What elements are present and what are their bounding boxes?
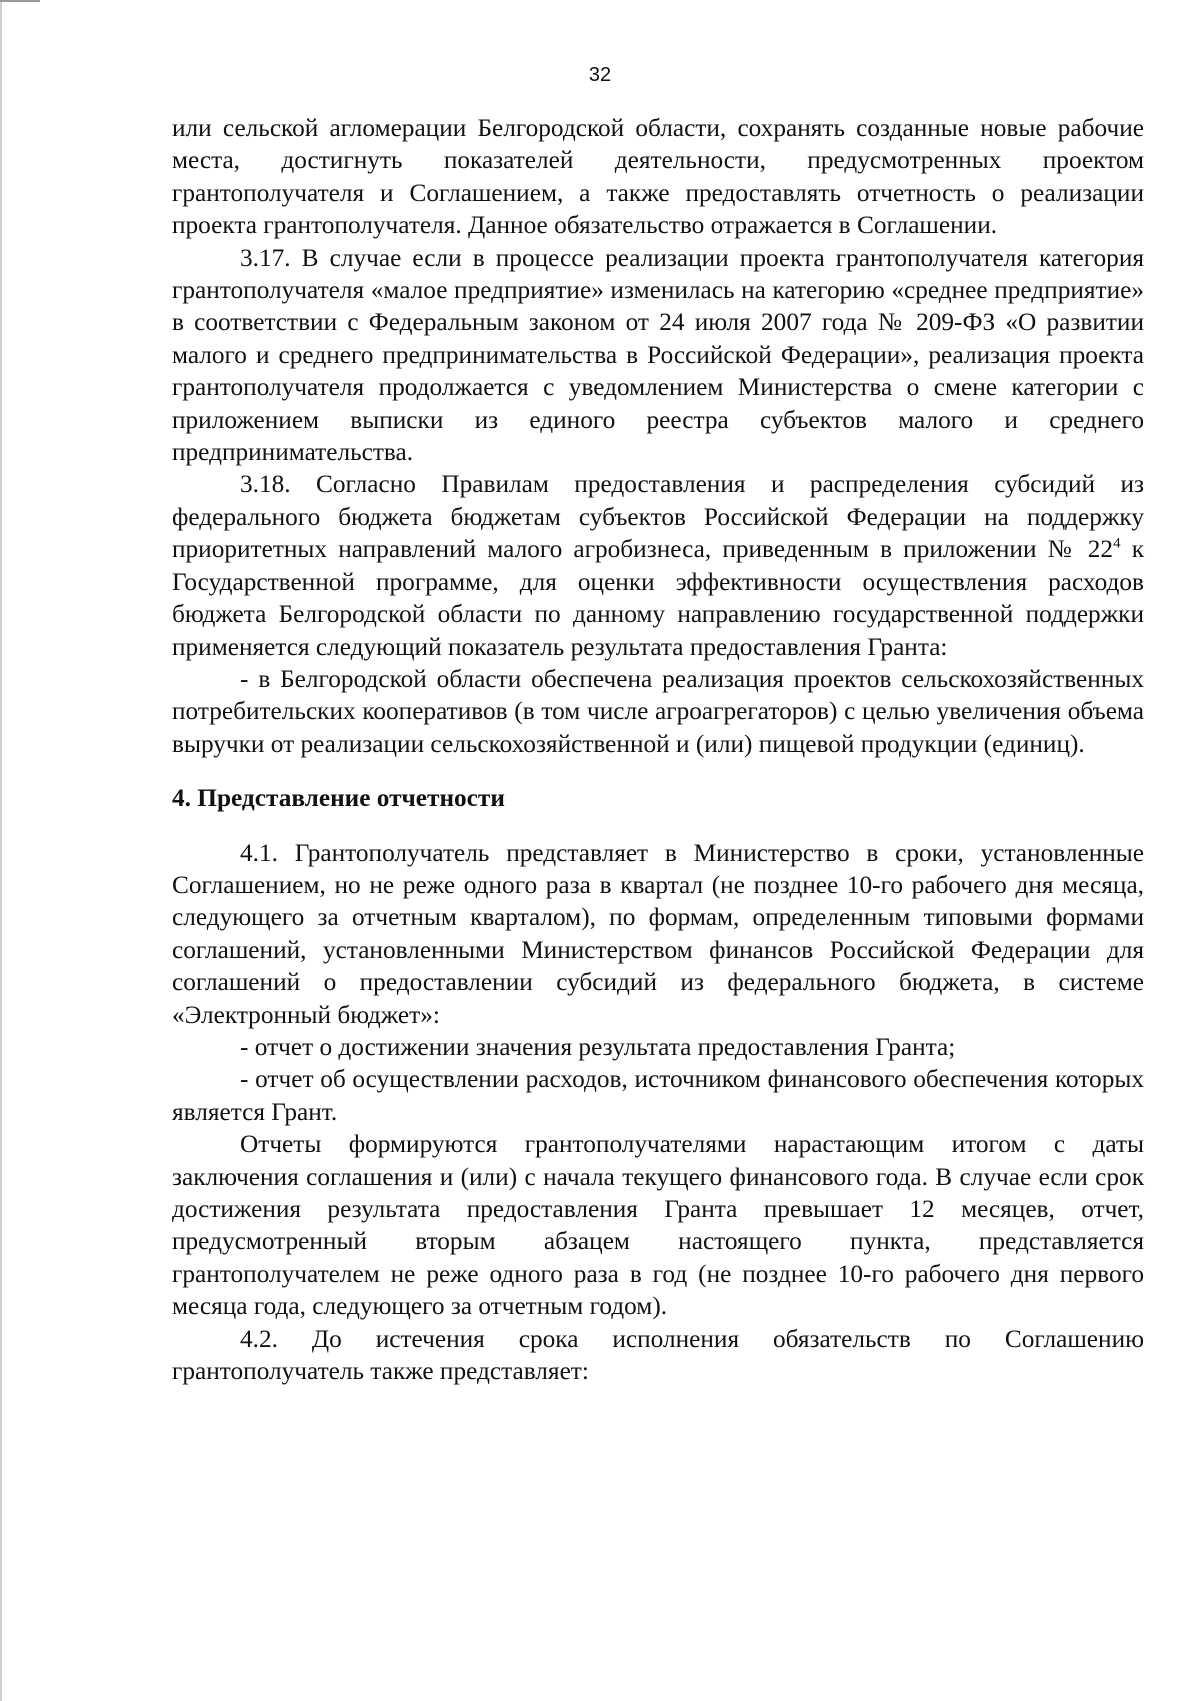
- scan-top-edge: [0, 0, 40, 2]
- paragraph-4-1: 4.1. Грантополучатель представляет в Министерство в сроки, установленные Соглашением, но не реже одного раза в квартал (не позднее 10-го рабочего дня месяца, следующего за отчетным кварталом), по формам, определенным типовыми формами соглашений, установленными Министерством финансов Российской Федерации для соглашений о предоставлении субсидий из федерального бюджета, в системе «Электронный бюджет»:: [172, 838, 1144, 1029]
- list-item-report-expenses: - отчет об осуществлении расходов, источником финансового обеспечения которых является Грант.: [172, 1065, 1144, 1126]
- paragraph-4-2: 4.2. До истечения срока исполнения обязательств по Соглашению грантополучатель также представляет:: [172, 1324, 1144, 1386]
- scan-left-edge: [0, 0, 2, 1701]
- paragraph-3-18-text-a: 3.18. Согласно Правилам предоставления и распределения субсидий из федерального бюджета бюджетам субъектов Российской Федерации на поддержку приоритетных направлений малого агробизнеса, приведенным в приложении № 22: [172, 470, 1144, 564]
- section-heading: 4. Представление отчетности: [172, 784, 505, 813]
- footnote-superscript: 4: [1113, 535, 1121, 552]
- paragraph-3-18: [172, 468, 1144, 662]
- paragraph-3-18-text-b: к Государственной программе, для оценки эффективности осуществления расходов бюджета Белгородской области по данному направлению государственной поддержки применяется следующий показатель результата предоставления Гранта:: [172, 535, 1144, 661]
- paragraph-3-17: 3.17. В случае если в процессе реализации проекта грантополучателя категория грантополучателя «малое предприятие» изменилась на категорию «среднее предприятие» в соответствии с Федеральным законом от 24 июля 2007 года № 209-ФЗ «О развитии малого и среднего предпринимательства в Российской Федерации», реализация проекта грантополучателя продолжается с уведомлением Министерства о смене категории с приложением выписки из единого реестра субъектов малого и среднего предпринимательства.: [172, 243, 1144, 467]
- paragraph-reports: Отчеты формируются грантополучателями нарастающим итогом с даты заключения соглашения и (или) с начала текущего финансового года. В случае если срок достижения результата предоставления Гранта превышает 12 месяцев, отчет, предусмотренный вторым абзацем настоящего пункта, представляется грантополучателем не реже одного раза в год (не позднее 10-го рабочего дня первого месяца года, следующего за отчетным годом).: [172, 1130, 1144, 1321]
- paragraph-continuation: или сельской агломерации Белгородской области, сохранять созданные новые рабочие места, достигнуть показателей деятельности, предусмотренных проектом грантополучателя и Соглашением, а также предоставлять отчетность о реализации проекта грантополучателя. Данное обязательство отражается в Соглашении.: [172, 114, 1144, 240]
- document-body: [172, 112, 1144, 1387]
- page-number: 32: [588, 64, 612, 86]
- list-item-report-result: - отчет о достижении значения результата предоставления Гранта;: [240, 1032, 956, 1061]
- list-item-indicator: - в Белгородской области обеспечена реализация проектов сельскохозяйственных потребительских кооперативов (в том числе агроагрегаторов) с целью увеличения объема выручки от реализации сельскохозяйственной и (или) пищевой продукции (единиц).: [172, 664, 1144, 758]
